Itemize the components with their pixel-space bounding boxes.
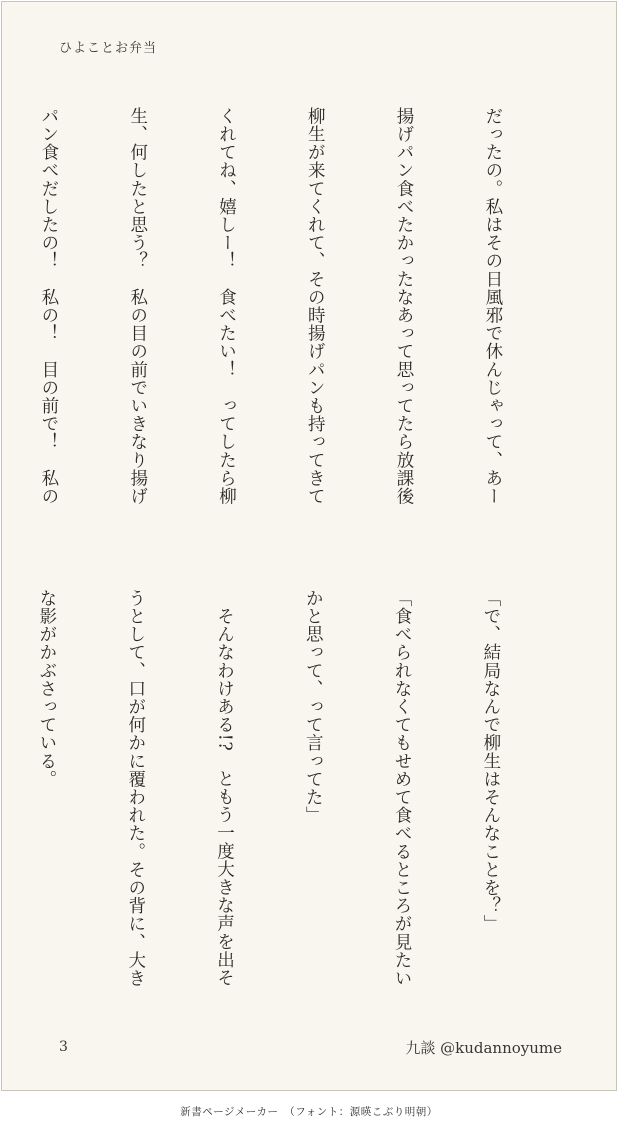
lower-text-block	[1, 589, 564, 1009]
text-line: だったの。私はその日風邪で休んじゃって、あー	[482, 107, 503, 506]
text-line: 生、何したと思う？ 私の目の前でいきなり揚げ	[127, 107, 148, 506]
text-line: かと思って、って言ってた」	[303, 589, 324, 825]
text-line: な影がかぶさっている。	[36, 589, 57, 789]
text-line: パン食べだしたの！ 私の！ 目の前で！ 私の	[38, 107, 59, 506]
running-header-title: ひよことお弁当	[59, 41, 158, 56]
generator-caption: 新書ページメーカー （フォント：源暎こぶり明朝）	[180, 1106, 438, 1118]
upper-text-block	[1, 107, 566, 527]
author-credit: 九談 @kudannoyume	[405, 1039, 562, 1057]
text-line: うとして、口が何かに覆われた。その背に、大き	[125, 589, 146, 988]
text-line: 「で、結局なんで柳生はそんなことを？」	[480, 589, 501, 933]
book-page	[1, 1, 617, 1091]
page-number: 3	[59, 1039, 68, 1055]
text-line: そんなわけある!? ともう一度大きな声を出そ	[214, 589, 235, 987]
text-line: 「食べられなくてもせめて食べるところが見たい	[392, 589, 413, 988]
text-line: 揚げパン食べたかったなあって思ってたら放課後	[394, 107, 415, 506]
text-line: 柳生が来てくれて、その時揚げパンも持ってきて	[305, 107, 326, 506]
text-line: くれてね、嬉しー！ 食べたい！ ってしたら柳	[216, 107, 237, 506]
